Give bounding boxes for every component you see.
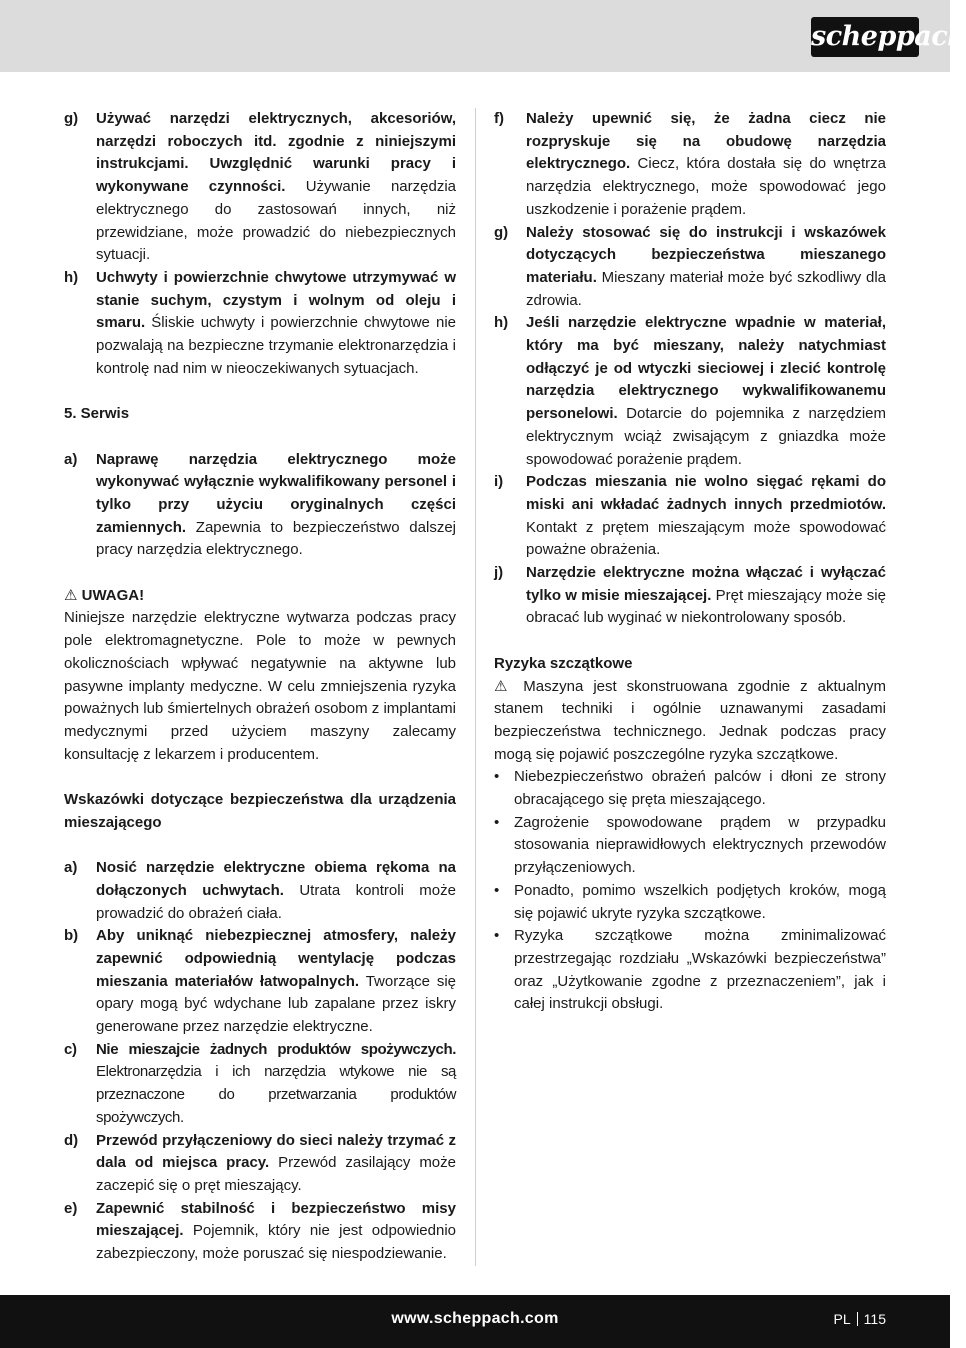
instruction-item: [494, 222, 886, 313]
residual-risk-intro: [494, 676, 886, 767]
item-bold-text: Nie mieszajcie żadnych produktów spożywczych.: [96, 1040, 456, 1058]
item-text: Dotarcie do pojemnika z narzędziem elektrycznym wciąż zwisającym z gniazdka może spowodować porażenie prądem.: [526, 405, 886, 468]
page-number: 115: [863, 1311, 886, 1327]
page-footer: [0, 1295, 950, 1348]
instruction-item: [494, 471, 886, 562]
bullet-icon: •: [494, 768, 500, 786]
item-bold-text: Należy upewnić się, że żadna ciecz nie rozpryskuje się na obudowę narzędzia elektrycznego.: [526, 110, 886, 173]
instruction-item: [494, 108, 886, 222]
item-bold-text: Jeśli narzędzie elektryczne wpadnie w materiał, który ma być mieszany, należy natychmiast odłączyć je od wtyczki sieciowej i zlecić kontrolę narzędzia elektrycznego wykwalifikowanemu personelowi.: [526, 314, 886, 423]
item-label: b): [64, 927, 79, 945]
instruction-item: [64, 1198, 456, 1266]
item-label: g): [494, 223, 509, 241]
list-item-text: Ryzyka szczątkowe można zminimalizować przestrzegając rozdziału „Wskazówki bezpieczeństwa” oraz „Użytkowanie zgodne z przeznaczeniem”, jak i całej instrukcji obsługi.: [514, 927, 886, 1013]
page-header: [0, 0, 966, 72]
item-bold-text: Narzędzie elektryczne można włączać i wyłączać tylko w misie mieszającej.: [526, 564, 886, 604]
warning-text: Niniejsze narzędzie elektryczne wytwarza podczas pracy pole elektromagnetyczne. Pole to może w pewnych okolicznościach wpływać negatywnie na aktywne lub pasywne implanty medyczne. W celu zmniejszenia ryzyka poważnych lub śmiertelnych obrażeń osobom z implantami medycznymi przed użyciem maszyny zalecamy konsultację z lekarzem i producentem.: [64, 609, 456, 763]
bullet-icon: •: [494, 813, 500, 831]
item-bold-text: Przewód przyłączeniowy do sieci należy trzymać z dala od miejsca pracy.: [96, 1131, 456, 1172]
list-item: [494, 812, 886, 880]
instruction-item: [64, 1130, 456, 1198]
list-item: [494, 925, 886, 1016]
website-link[interactable]: www.scheppach.com: [391, 1310, 559, 1327]
instruction-item: [64, 108, 456, 267]
warning-icon: ⚠: [494, 677, 514, 695]
item-text: Pręt mieszający może się obracać lub wyginać w niekontrolowany sposób.: [526, 586, 886, 627]
section-heading-mixer-safety: Wskazówki dotyczące bezpieczeństwa dla urządzenia mieszającego: [64, 791, 456, 831]
item-text: Kontakt z prętem mieszającym może spowodować poważne obrażenia.: [526, 518, 886, 559]
item-text: Przewód zasilający może zaczepić się o pręt mieszający.: [96, 1154, 456, 1194]
left-column: [64, 108, 456, 1266]
bullet-icon: •: [494, 927, 500, 945]
item-label: a): [64, 859, 78, 877]
page-indicator: [834, 1311, 886, 1327]
item-label: h): [494, 314, 509, 332]
item-bold-text: Nosić narzędzie elektryczne obiema rękoma na dołączonych uchwytach.: [96, 859, 456, 899]
item-text: Używanie narzędzia elektrycznego do zastosowań innych, niż przewidziane, może prowadzić do niebezpiecznych sytuacji.: [96, 178, 456, 264]
column-divider: [475, 108, 476, 1266]
item-text: Mieszany materiał może być szkodliwy dla zdrowia.: [526, 268, 886, 309]
instruction-item: [64, 1039, 456, 1130]
bullet-icon: •: [494, 881, 500, 899]
item-bold-text: Należy stosować się do instrukcji i wskazówek dotyczących bezpieczeństwa mieszanego materiału.: [526, 223, 886, 286]
item-label: g): [64, 110, 79, 127]
item-bold-text: Używać narzędzi elektrycznych, akcesoriów, narzędzi roboczych itd. zgodnie z niniejszymi instrukcjami. Uwzględnić warunki pracy i wykonywane czynności.: [96, 110, 456, 196]
brand-logo: scheppach: [811, 17, 919, 57]
list-item-text: Niebezpieczeństwo obrażeń palców i dłoni ze strony obracającego się pręta mieszającego.: [514, 768, 886, 809]
list-item: [494, 766, 886, 811]
item-text: Zapewnia to bezpieczeństwo dalszej pracy narzędzia elektrycznego.: [96, 518, 456, 559]
item-bold-text: Naprawę narzędzia elektrycznego może wykonywać wyłącznie wykwalifikowany personel i tylko przy użyciu oryginalnych części zamiennych.: [96, 450, 456, 536]
warning-icon: ⚠: [64, 586, 78, 604]
item-label: j): [494, 564, 504, 582]
section-heading-service: 5. Serwis: [64, 405, 130, 423]
item-text: Pojemnik, który nie jest odpowiednio zabezpieczony, może poruszać się niespodziewanie.: [96, 1222, 456, 1263]
item-bold-text: Podczas mieszania nie wolno sięgać rękami do miski ani wkładać żadnych innych przedmiotów.: [526, 473, 886, 513]
list-item-text: Zagrożenie spowodowane prądem w przypadku stosowania nieprawidłowych elektrycznych przewodów przyłączeniowych.: [514, 813, 886, 877]
instruction-item: [494, 562, 886, 630]
list-item-text: Ponadto, pomimo wszelkich podjętych kroków, mogą się pojawić ukryte ryzyka szczątkowe.: [514, 881, 886, 922]
item-label: f): [494, 110, 504, 127]
right-column: [494, 108, 886, 1016]
warning-heading: [64, 585, 456, 608]
item-label: c): [64, 1040, 77, 1058]
instruction-item: [494, 312, 886, 471]
instruction-item: [64, 925, 456, 1039]
item-bold-text: Uchwyty i powierzchnie chwytowe utrzymywać w stanie suchym, czystym i wolnym od oleju i smaru.: [96, 268, 456, 332]
item-label: e): [64, 1199, 78, 1217]
item-text: Utrata kontroli może prowadzić do obrażeń ciała.: [96, 881, 456, 922]
instruction-item: [64, 857, 456, 925]
item-text: Elektronarzędzia i ich narzędzia wtykowe nie są przeznaczone do przetwarzania produktów spożywczych.: [96, 1063, 456, 1126]
instruction-item: [64, 267, 456, 381]
section-heading-residual-risks: Ryzyka szczątkowe: [494, 654, 633, 672]
language-code: PL: [833, 1311, 851, 1327]
separator: [857, 1312, 858, 1326]
item-bold-text: Zapewnić stabilność i bezpieczeństwo misy mieszającej.: [96, 1199, 456, 1240]
residual-risk-text: Maszyna jest skonstruowana zgodnie z aktualnym stanem techniki i ogólnie uznawanymi zasadami bezpieczeństwa technicznego. Jednak podczas pracy mogą się pojawić poszczególne ryzyka szczątkowe.: [494, 677, 887, 763]
item-bold-text: Aby uniknąć niebezpiecznej atmosfery, należy zapewnić odpowiednią wentylację podczas mieszania materiałów łatwopalnych.: [96, 927, 456, 990]
instruction-item: [64, 449, 456, 563]
item-label: i): [494, 473, 504, 491]
item-text: Śliskie uchwyty i powierzchnie chwytowe nie pozwalają na bezpieczne trzymanie elektronarzędzia i kontrolę nad nim w nieoczekiwanych sytuacjach.: [96, 314, 456, 377]
item-label: d): [64, 1131, 79, 1149]
list-item: [494, 880, 886, 925]
item-label: h): [64, 268, 79, 286]
item-text: Tworzące się opary mogą być wdychane lub zapalane przez iskry generowane przez narzędzie elektryczne.: [96, 972, 456, 1036]
warning-title: UWAGA!: [77, 586, 145, 604]
item-label: a): [64, 450, 78, 468]
item-text: Ciecz, która dostała się do wnętrza narzędzia elektrycznego, może spowodować jego uszkodzenie i porażenie prądem.: [526, 155, 886, 218]
